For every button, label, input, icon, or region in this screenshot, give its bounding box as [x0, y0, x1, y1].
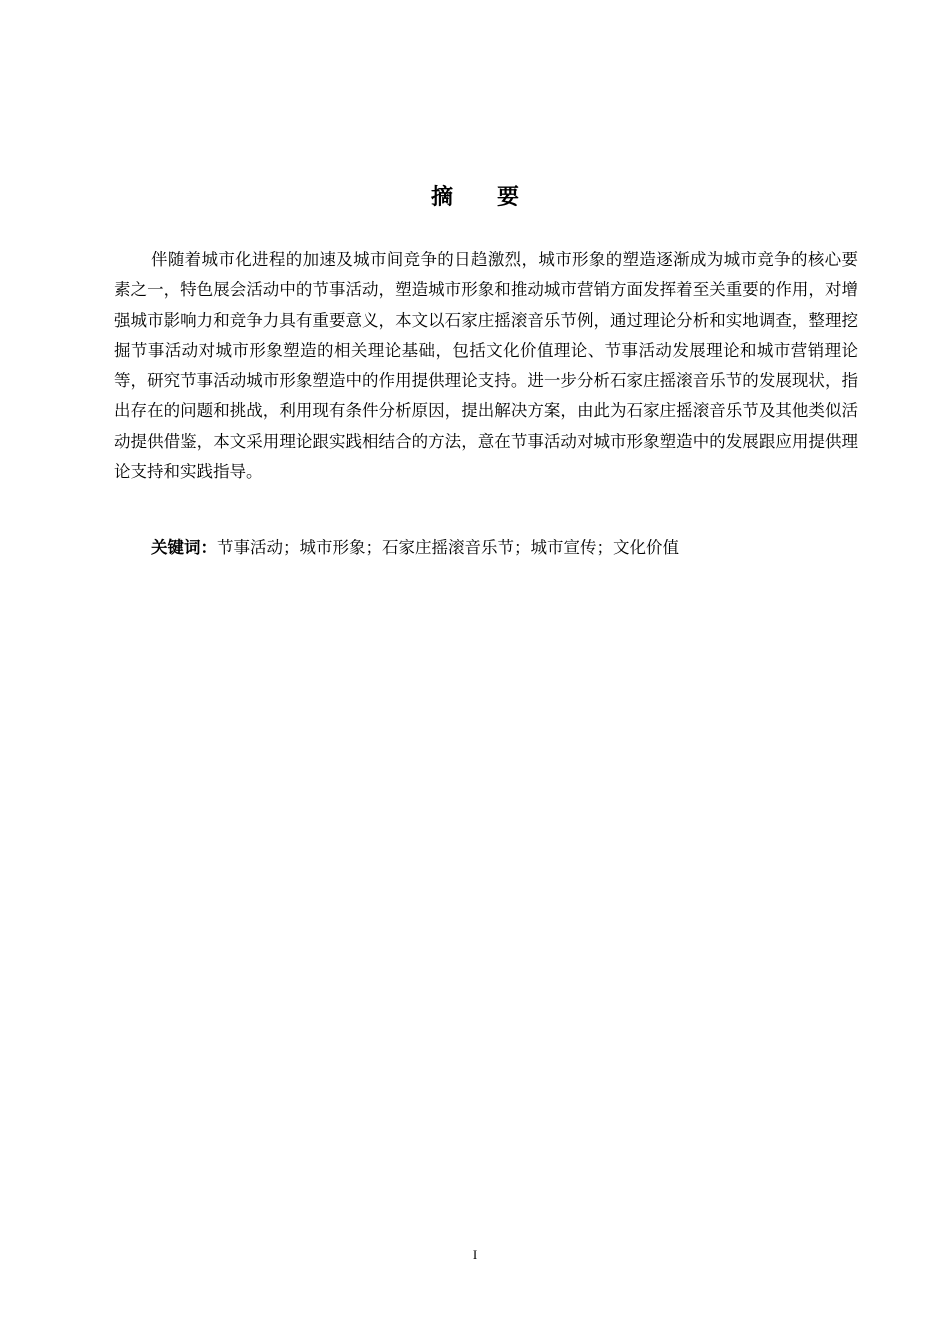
abstract-body: 伴随着城市化进程的加速及城市间竞争的日趋激烈，城市形象的塑造逐渐成为城市竞争的核心要素之一，特色展会活动中的节事活动，塑造城市形象和推动城市营销方面发挥着至关重要的作用，对增强城市影响力和竞争力具有重要意义，本文以石家庄摇滚音乐节例，通过理论分析和实地调查，整理挖掘节事活动对城市形象塑造的相关理论基础，包括文化价值理论、节事活动发展理论和城市营销理论等，研究节事活动城市形象塑造中的作用提供理论支持。进一步分析石家庄摇滚音乐节的发展现状，指出存在的问题和挑战，利用现有条件分析原因，提出解决方案，由此为石家庄摇滚音乐节及其他类似活动提供借鉴，本文采用理论跟实践相结合的方法，意在节事活动对城市形象塑造中的发展跟应用提供理论支持和实践指导。 — [114, 250, 858, 482]
abstract-title — [0, 180, 950, 211]
keywords-value: 节事活动；城市形象；石家庄摇滚音乐节；城市宣传；文化价值 — [217, 538, 679, 557]
page-number: I — [472, 1247, 478, 1262]
keywords-line — [151, 533, 858, 563]
abstract-title-char-2: 要 — [497, 185, 520, 210]
keywords-label: 关键词： — [151, 538, 217, 557]
abstract-title-char-1: 摘 — [430, 185, 453, 210]
